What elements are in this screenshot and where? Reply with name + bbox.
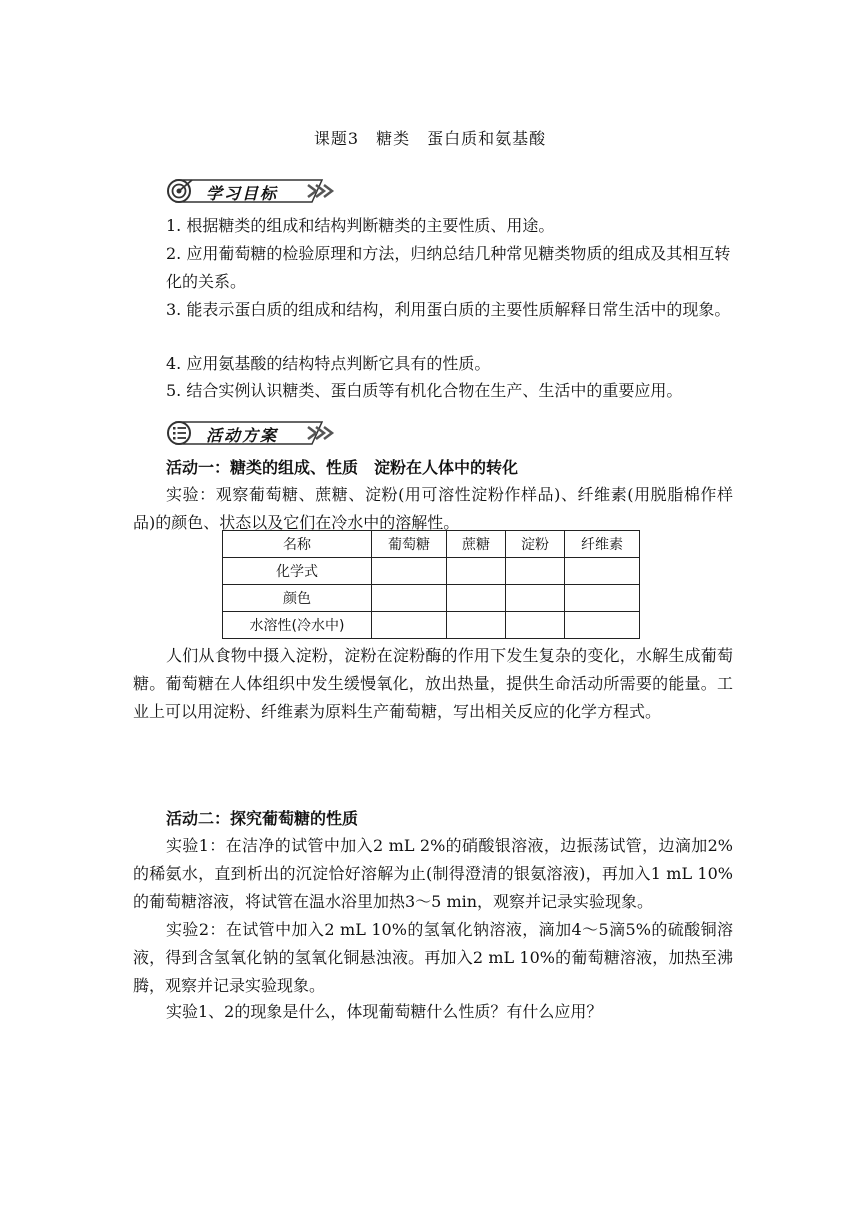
table-cell <box>506 585 565 612</box>
table-row <box>223 612 640 639</box>
goal-item: 1. 根据糖类的组成和结构判断糖类的主要性质、用途。 <box>166 216 555 235</box>
table-cell: 水溶性(冷水中) <box>223 612 372 639</box>
table-header-cell: 名称 <box>223 531 372 558</box>
page-title: 课题3 糖类 蛋白质和氨基酸 <box>313 129 547 148</box>
table-header-cell: 葡萄糖 <box>372 531 447 558</box>
table-cell <box>565 585 640 612</box>
table-cell <box>506 558 565 585</box>
goal-item: 4. 应用氨基酸的结构特点判断它具有的性质。 <box>166 354 491 373</box>
table-header-cell: 淀粉 <box>506 531 565 558</box>
activity-plan-label: 活动方案 <box>206 426 279 445</box>
activity2-question: 实验1、2的现象是什么，体现葡萄糖什么性质？有什么应用？ <box>166 1002 603 1021</box>
goal-item: 5. 结合实例认识糖类、蛋白质等有机化合物在生产、生活中的重要应用。 <box>166 381 683 400</box>
goal-item: 3. 能表示蛋白质的组成和结构，利用蛋白质的主要性质解释日常生活中的现象。 <box>166 300 731 319</box>
activity1-paragraph: 人们从食物中摄入淀粉，淀粉在淀粉酶的作用下发生复杂的变化，水解生成葡萄糖。葡萄糖在人体组织中发生缓慢氧化，放出热量，提供生命活动所需要的能量。工业上可以用淀粉、纤维素为原料生产葡萄糖，写出相关反应的化学方程式。 <box>133 646 733 721</box>
learning-goals-label: 学习目标 <box>206 184 279 203</box>
table-cell <box>372 585 447 612</box>
table-cell <box>372 612 447 639</box>
table-cell <box>447 585 506 612</box>
table-cell: 化学式 <box>223 558 372 585</box>
table-row <box>223 558 640 585</box>
table-cell: 颜色 <box>223 585 372 612</box>
table-cell <box>447 558 506 585</box>
sugar-properties-table <box>222 530 640 639</box>
activity-plan-banner <box>162 418 342 448</box>
table-cell <box>506 612 565 639</box>
table-header-row <box>223 531 640 558</box>
activity2-heading: 活动二：探究葡萄糖的性质 <box>166 809 359 828</box>
activity2-experiment2: 实验2：在试管中加入2 mL 10%的氢氧化钠溶液，滴加4～5滴5%的硫酸铜溶液，得到含氢氧化钠的氢氧化铜悬浊液。再加入2 mL 10%的葡萄糖溶液，加热至沸腾，观察并记录实验现象。 <box>133 920 733 995</box>
activity1-heading: 活动一：糖类的组成、性质 淀粉在人体中的转化 <box>166 458 519 477</box>
table-header-cell: 蔗糖 <box>447 531 506 558</box>
table-cell <box>565 612 640 639</box>
table-cell <box>447 612 506 639</box>
goal-item: 2. 应用葡萄糖的检验原理和方法，归纳总结几种常见糖类物质的组成及其相互转化的关系。 <box>166 244 731 291</box>
table-row <box>223 585 640 612</box>
learning-goals-banner <box>162 176 342 206</box>
table-cell <box>565 558 640 585</box>
table-cell <box>372 558 447 585</box>
activity1-experiment: 实验：观察葡萄糖、蔗糖、淀粉(用可溶性淀粉作样品)、纤维素(用脱脂棉作样品)的颜色、状态以及它们在冷水中的溶解性。 <box>133 485 733 532</box>
table-header-cell: 纤维素 <box>565 531 640 558</box>
activity2-experiment1: 实验1：在洁净的试管中加入2 mL 2%的硝酸银溶液，边振荡试管，边滴加2%的稀氨水，直到析出的沉淀恰好溶解为止(制得澄清的银氨溶液)，再加入1 mL 10%的葡萄糖溶液，将试管在温水浴里加热3～5 min，观察并记录实验现象。 <box>133 836 733 911</box>
